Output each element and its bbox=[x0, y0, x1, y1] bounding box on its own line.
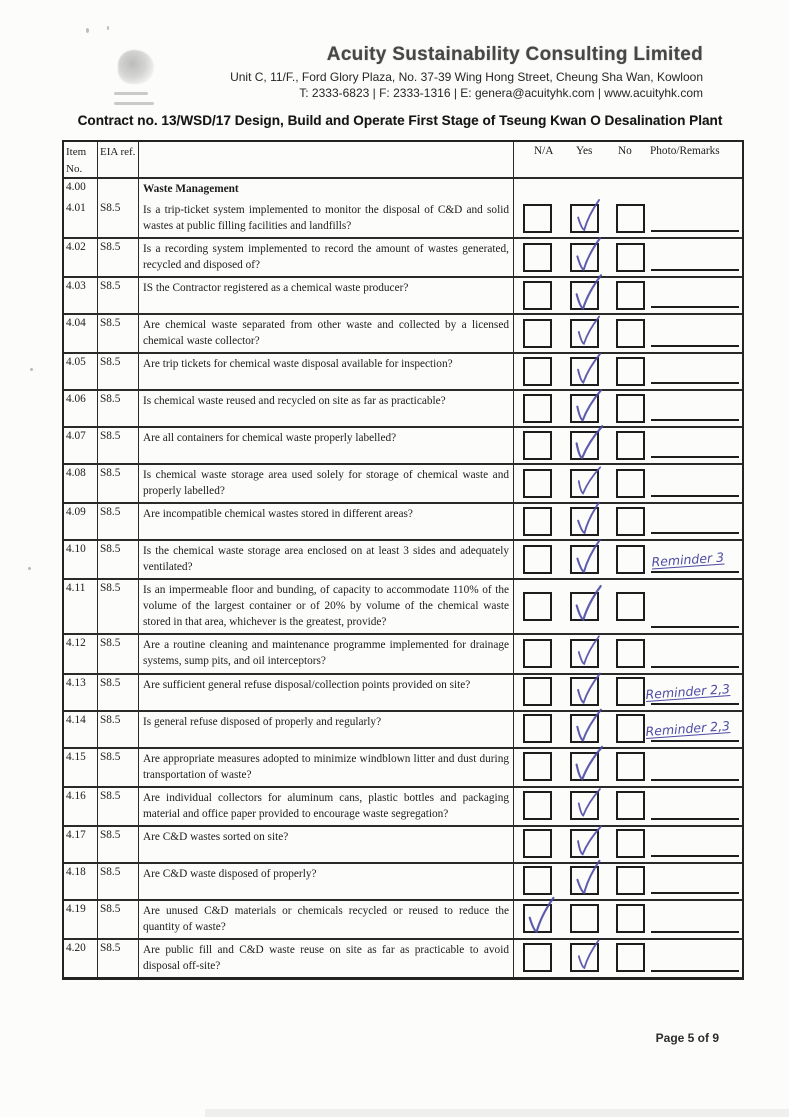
checkbox-na[interactable] bbox=[523, 829, 552, 858]
checkbox-na[interactable] bbox=[523, 639, 552, 668]
col-header-question bbox=[139, 142, 514, 177]
eia-ref-cell: S8.5 bbox=[98, 541, 139, 578]
question-cell: Are unused C&D materials or chemicals recycled or reused to reduce the quantity of waste? bbox=[139, 901, 514, 938]
col-header-item-line1: Item bbox=[66, 146, 87, 158]
table-row bbox=[64, 200, 742, 237]
item-no-cell: 4.11 bbox=[64, 580, 98, 633]
question-cell: Are individual collectors for aluminum cans, plastic bottles and packaging material and office paper provided to encourage waste segregation? bbox=[139, 788, 514, 825]
check-mark-icon bbox=[571, 196, 608, 236]
checkbox-na[interactable] bbox=[523, 904, 552, 933]
checkbox-na[interactable] bbox=[523, 752, 552, 781]
remarks-blank-line[interactable] bbox=[651, 495, 739, 497]
answer-cell bbox=[514, 788, 742, 825]
check-mark-icon bbox=[569, 271, 609, 315]
answer-cell bbox=[514, 391, 742, 426]
table-row bbox=[64, 177, 742, 200]
checkbox-no[interactable] bbox=[616, 639, 645, 668]
check-mark-icon bbox=[570, 705, 608, 746]
checkbox-no[interactable] bbox=[616, 469, 645, 498]
checkbox-yes[interactable] bbox=[570, 243, 599, 272]
remarks-blank-line[interactable] bbox=[651, 345, 739, 347]
check-mark-icon bbox=[572, 937, 606, 974]
question-cell: Is a recording system implemented to record the amount of wastes generated, recycled and disposed of? bbox=[139, 239, 514, 276]
checkbox-no[interactable] bbox=[616, 866, 645, 895]
table-row bbox=[64, 237, 742, 276]
checkbox-no[interactable] bbox=[616, 204, 645, 233]
answer-cell bbox=[514, 541, 742, 578]
question-cell: Are trip tickets for chemical waste disposal available for inspection? bbox=[139, 354, 514, 389]
checkbox-yes[interactable] bbox=[570, 469, 599, 498]
table-row bbox=[64, 276, 742, 313]
check-mark-icon bbox=[572, 670, 607, 708]
col-header-remarks: Photo/Remarks bbox=[650, 145, 720, 157]
table-row bbox=[64, 633, 742, 672]
remarks-blank-line[interactable] bbox=[651, 666, 739, 668]
answer-cell bbox=[514, 940, 742, 977]
eia-ref-cell: S8.5 bbox=[98, 391, 139, 426]
question-cell: Waste Management bbox=[139, 179, 514, 200]
question-cell: IS the Contractor registered as a chemical waste producer? bbox=[139, 278, 514, 313]
item-no-cell: 4.17 bbox=[64, 827, 98, 862]
item-no-cell: 4.12 bbox=[64, 635, 98, 672]
remarks-blank-line[interactable] bbox=[651, 892, 739, 894]
question-cell: Is chemical waste reused and recycled on site as far as practicable? bbox=[139, 391, 514, 426]
item-no-cell: 4.08 bbox=[64, 465, 98, 502]
checkbox-yes[interactable] bbox=[570, 752, 599, 781]
question-cell: Are a routine cleaning and maintenance programme implemented for drainage systems, sump pits, and oil interceptors? bbox=[139, 635, 514, 672]
col-header-na: N/A bbox=[534, 145, 554, 157]
answer-cell bbox=[514, 712, 742, 747]
logo-text-line bbox=[114, 102, 154, 105]
table-row bbox=[64, 825, 742, 862]
eia-ref-cell: S8.5 bbox=[98, 827, 139, 862]
question-cell: Are all containers for chemical waste properly labelled? bbox=[139, 428, 514, 463]
table-row bbox=[64, 313, 742, 352]
answer-cell bbox=[514, 465, 742, 502]
checkbox-na[interactable] bbox=[523, 866, 552, 895]
answer-cell bbox=[514, 749, 742, 786]
table-row bbox=[64, 539, 742, 578]
company-address: Unit C, 11/F., Ford Glory Plaza, No. 37-39 Wing Hong Street, Cheung Sha Wan, Kowloon bbox=[230, 70, 703, 84]
company-contact: T: 2333-6823 | F: 2333-1316 | E: genera@acuityhk.com | www.acuityhk.com bbox=[299, 86, 703, 100]
answer-cell bbox=[514, 428, 742, 463]
item-no-cell: 4.09 bbox=[64, 504, 98, 539]
eia-ref-cell: S8.5 bbox=[98, 940, 139, 977]
table-row bbox=[64, 938, 742, 977]
answer-cell bbox=[514, 635, 742, 672]
item-no-cell: 4.14 bbox=[64, 712, 98, 747]
table-row bbox=[64, 899, 742, 938]
eia-ref-cell: S8.5 bbox=[98, 864, 139, 899]
item-no-cell: 4.16 bbox=[64, 788, 98, 825]
check-mark-icon bbox=[570, 821, 607, 862]
checkbox-yes[interactable] bbox=[570, 431, 599, 460]
checkbox-na[interactable] bbox=[523, 319, 552, 348]
checkbox-yes[interactable] bbox=[570, 204, 599, 233]
checkbox-na[interactable] bbox=[523, 791, 552, 820]
remarks-blank-line[interactable] bbox=[651, 382, 739, 384]
item-no-cell: 4.15 bbox=[64, 749, 98, 786]
checkbox-na[interactable] bbox=[523, 431, 552, 460]
check-mark-icon bbox=[569, 742, 610, 787]
table-body bbox=[64, 177, 742, 977]
checkbox-no[interactable] bbox=[616, 431, 645, 460]
check-mark-icon bbox=[570, 234, 608, 276]
table-row bbox=[64, 786, 742, 825]
checkbox-yes[interactable] bbox=[570, 866, 599, 895]
scan-speck bbox=[107, 26, 109, 30]
item-no-cell: 4.10 bbox=[64, 541, 98, 578]
checkbox-na[interactable] bbox=[523, 357, 552, 386]
scan-speck bbox=[28, 567, 31, 570]
checkbox-no[interactable] bbox=[616, 904, 645, 933]
table-row bbox=[64, 747, 742, 786]
col-header-yes: Yes bbox=[576, 145, 593, 157]
answer-cell bbox=[514, 278, 742, 313]
checkbox-yes[interactable] bbox=[570, 943, 599, 972]
checkbox-no[interactable] bbox=[616, 829, 645, 858]
answer-cell bbox=[514, 179, 742, 200]
checkbox-yes[interactable] bbox=[570, 829, 599, 858]
remarks-blank-line[interactable] bbox=[651, 970, 739, 972]
item-no-cell: 4.20 bbox=[64, 940, 98, 977]
answer-column-headers bbox=[514, 142, 742, 177]
eia-ref-cell: S8.5 bbox=[98, 901, 139, 938]
col-header-eia: EIA ref. bbox=[98, 142, 139, 177]
table-header-row bbox=[64, 142, 742, 177]
table-row bbox=[64, 673, 742, 710]
check-mark-icon bbox=[569, 582, 610, 627]
checkbox-no[interactable] bbox=[616, 943, 645, 972]
handwritten-remark: Reminder 3 bbox=[650, 549, 725, 570]
checkbox-na[interactable] bbox=[523, 677, 552, 706]
table-row bbox=[64, 426, 742, 463]
checkbox-na[interactable] bbox=[523, 394, 552, 423]
answer-cell bbox=[514, 200, 742, 237]
item-no-cell: 4.06 bbox=[64, 391, 98, 426]
question-cell: Are C&D wastes sorted on site? bbox=[139, 827, 514, 862]
table-row bbox=[64, 389, 742, 426]
remarks-blank-line[interactable] bbox=[651, 626, 739, 628]
remarks-blank-line[interactable] bbox=[651, 818, 739, 820]
remarks-blank-line[interactable] bbox=[651, 855, 739, 857]
checkbox-na[interactable] bbox=[523, 714, 552, 743]
item-no-cell: 4.13 bbox=[64, 675, 98, 710]
item-no-cell: 4.18 bbox=[64, 864, 98, 899]
check-mark-icon bbox=[570, 499, 607, 540]
question-cell: Are chemical waste separated from other waste and collected by a licensed chemical waste collector? bbox=[139, 315, 514, 352]
checkbox-no[interactable] bbox=[616, 243, 645, 272]
checkbox-no[interactable] bbox=[616, 319, 645, 348]
table-row bbox=[64, 710, 742, 747]
eia-ref-cell: S8.5 bbox=[98, 278, 139, 313]
eia-ref-cell: S8.5 bbox=[98, 712, 139, 747]
scan-speck bbox=[86, 28, 89, 33]
eia-ref-cell: S8.5 bbox=[98, 315, 139, 352]
eia-ref-cell bbox=[98, 179, 139, 200]
item-no-cell: 4.00 bbox=[64, 179, 98, 200]
item-no-cell: 4.04 bbox=[64, 315, 98, 352]
table-row bbox=[64, 352, 742, 389]
table-row bbox=[64, 502, 742, 539]
remarks-blank-line[interactable] bbox=[651, 456, 739, 458]
checkbox-no[interactable] bbox=[616, 752, 645, 781]
eia-ref-cell: S8.5 bbox=[98, 200, 139, 237]
checkbox-na[interactable] bbox=[523, 469, 552, 498]
question-cell: Are C&D waste disposed of properly? bbox=[139, 864, 514, 899]
question-cell: Are sufficient general refuse disposal/collection points provided on site? bbox=[139, 675, 514, 710]
remarks-blank-line[interactable] bbox=[651, 230, 739, 232]
eia-ref-cell: S8.5 bbox=[98, 635, 139, 672]
check-mark-icon bbox=[573, 633, 606, 669]
check-mark-icon bbox=[570, 536, 609, 579]
eia-ref-cell: S8.5 bbox=[98, 504, 139, 539]
checkbox-no[interactable] bbox=[616, 357, 645, 386]
letterhead bbox=[143, 44, 703, 100]
checkbox-yes[interactable] bbox=[570, 904, 599, 933]
checkbox-no[interactable] bbox=[616, 791, 645, 820]
col-header-item bbox=[64, 142, 98, 177]
remarks-blank-line[interactable] bbox=[651, 306, 739, 308]
checkbox-yes[interactable] bbox=[570, 677, 599, 706]
checkbox-yes[interactable] bbox=[570, 281, 599, 310]
eia-ref-cell: S8.5 bbox=[98, 788, 139, 825]
checkbox-yes[interactable] bbox=[570, 319, 599, 348]
eia-ref-cell: S8.5 bbox=[98, 580, 139, 633]
item-no-cell: 4.19 bbox=[64, 901, 98, 938]
table-row bbox=[64, 463, 742, 502]
checkbox-na[interactable] bbox=[523, 281, 552, 310]
checkbox-na[interactable] bbox=[523, 592, 552, 621]
col-header-no: No bbox=[618, 145, 632, 157]
check-mark-icon bbox=[571, 349, 606, 388]
eia-ref-cell: S8.5 bbox=[98, 354, 139, 389]
question-cell: Are public fill and C&D waste reuse on site as far as practicable to avoid disposal off-site? bbox=[139, 940, 514, 977]
check-mark-icon bbox=[521, 894, 562, 939]
question-cell: Is the chemical waste storage area enclosed on at least 3 sides and adequately ventilated? bbox=[139, 541, 514, 578]
item-no-cell: 4.01 bbox=[64, 200, 98, 237]
scan-edge-strip bbox=[205, 1109, 789, 1117]
scan-speck bbox=[30, 368, 33, 371]
checkbox-na[interactable] bbox=[523, 545, 552, 574]
checkbox-yes[interactable] bbox=[570, 714, 599, 743]
checkbox-yes[interactable] bbox=[570, 639, 599, 668]
checkbox-no[interactable] bbox=[616, 592, 645, 621]
item-no-cell: 4.05 bbox=[64, 354, 98, 389]
handwritten-remark: Reminder 2,3 bbox=[645, 680, 731, 702]
remarks-blank-line[interactable] bbox=[651, 419, 739, 421]
checkbox-yes[interactable] bbox=[570, 507, 599, 536]
answer-cell bbox=[514, 315, 742, 352]
remarks-blank-line[interactable] bbox=[651, 931, 739, 933]
checkbox-yes[interactable] bbox=[570, 592, 599, 621]
eia-ref-cell: S8.5 bbox=[98, 749, 139, 786]
col-header-item-line2: No. bbox=[66, 162, 83, 175]
eia-ref-cell: S8.5 bbox=[98, 465, 139, 502]
table-row bbox=[64, 862, 742, 899]
handwritten-remark: Reminder 2,3 bbox=[645, 717, 731, 739]
answer-cell bbox=[514, 580, 742, 633]
checkbox-na[interactable] bbox=[523, 943, 552, 972]
question-cell: Is chemical waste storage area used solely for storage of chemical waste and properly labelled? bbox=[139, 465, 514, 502]
checklist-table bbox=[62, 140, 744, 980]
check-mark-icon bbox=[572, 784, 606, 821]
item-no-cell: 4.07 bbox=[64, 428, 98, 463]
remarks-blank-line[interactable] bbox=[651, 532, 739, 534]
checkbox-yes[interactable] bbox=[570, 791, 599, 820]
checkbox-no[interactable] bbox=[616, 281, 645, 310]
answer-cell bbox=[514, 901, 742, 938]
checkbox-na[interactable] bbox=[523, 507, 552, 536]
eia-ref-cell: S8.5 bbox=[98, 428, 139, 463]
answer-cell bbox=[514, 504, 742, 539]
question-cell: Is general refuse disposed of properly and regularly? bbox=[139, 712, 514, 747]
answer-cell bbox=[514, 354, 742, 389]
check-mark-icon bbox=[573, 313, 605, 349]
question-cell: Is a trip-ticket system implemented to monitor the disposal of C&D and solid wastes at public filling facilities and landfills? bbox=[139, 200, 514, 237]
question-cell: Are incompatible chemical wastes stored in different areas? bbox=[139, 504, 514, 539]
check-mark-icon bbox=[569, 857, 609, 900]
checkbox-yes[interactable] bbox=[570, 394, 599, 423]
page-number: Page 5 of 9 bbox=[655, 1031, 719, 1045]
item-no-cell: 4.02 bbox=[64, 239, 98, 276]
remarks-blank-line[interactable] bbox=[651, 269, 739, 271]
answer-cell bbox=[514, 239, 742, 276]
check-mark-icon bbox=[568, 420, 609, 465]
table-row bbox=[64, 578, 742, 633]
checkbox-yes[interactable] bbox=[570, 357, 599, 386]
check-mark-icon bbox=[572, 462, 607, 500]
eia-ref-cell: S8.5 bbox=[98, 675, 139, 710]
item-no-cell: 4.03 bbox=[64, 278, 98, 313]
answer-cell bbox=[514, 675, 742, 710]
checkbox-no[interactable] bbox=[616, 394, 645, 423]
checkbox-na[interactable] bbox=[523, 243, 552, 272]
question-cell: Are appropriate measures adopted to minimize windblown litter and dust during transportation of waste? bbox=[139, 749, 514, 786]
company-name: Acuity Sustainability Consulting Limited bbox=[326, 44, 703, 65]
question-cell: Is an impermeable floor and bunding, of capacity to accommodate 110% of the volume of the largest container or of 20% by volume of the chemical waste stored in that area, whichever is the greatest, provide? bbox=[139, 580, 514, 633]
checkbox-no[interactable] bbox=[616, 507, 645, 536]
checkbox-yes[interactable] bbox=[570, 545, 599, 574]
remarks-blank-line[interactable] bbox=[651, 779, 739, 781]
eia-ref-cell: S8.5 bbox=[98, 239, 139, 276]
answer-cell bbox=[514, 827, 742, 862]
document-title: Contract no. 13/WSD/17 Design, Build and Operate First Stage of Tseung Kwan O Desalination Plant bbox=[77, 113, 723, 128]
checkbox-na[interactable] bbox=[523, 204, 552, 233]
